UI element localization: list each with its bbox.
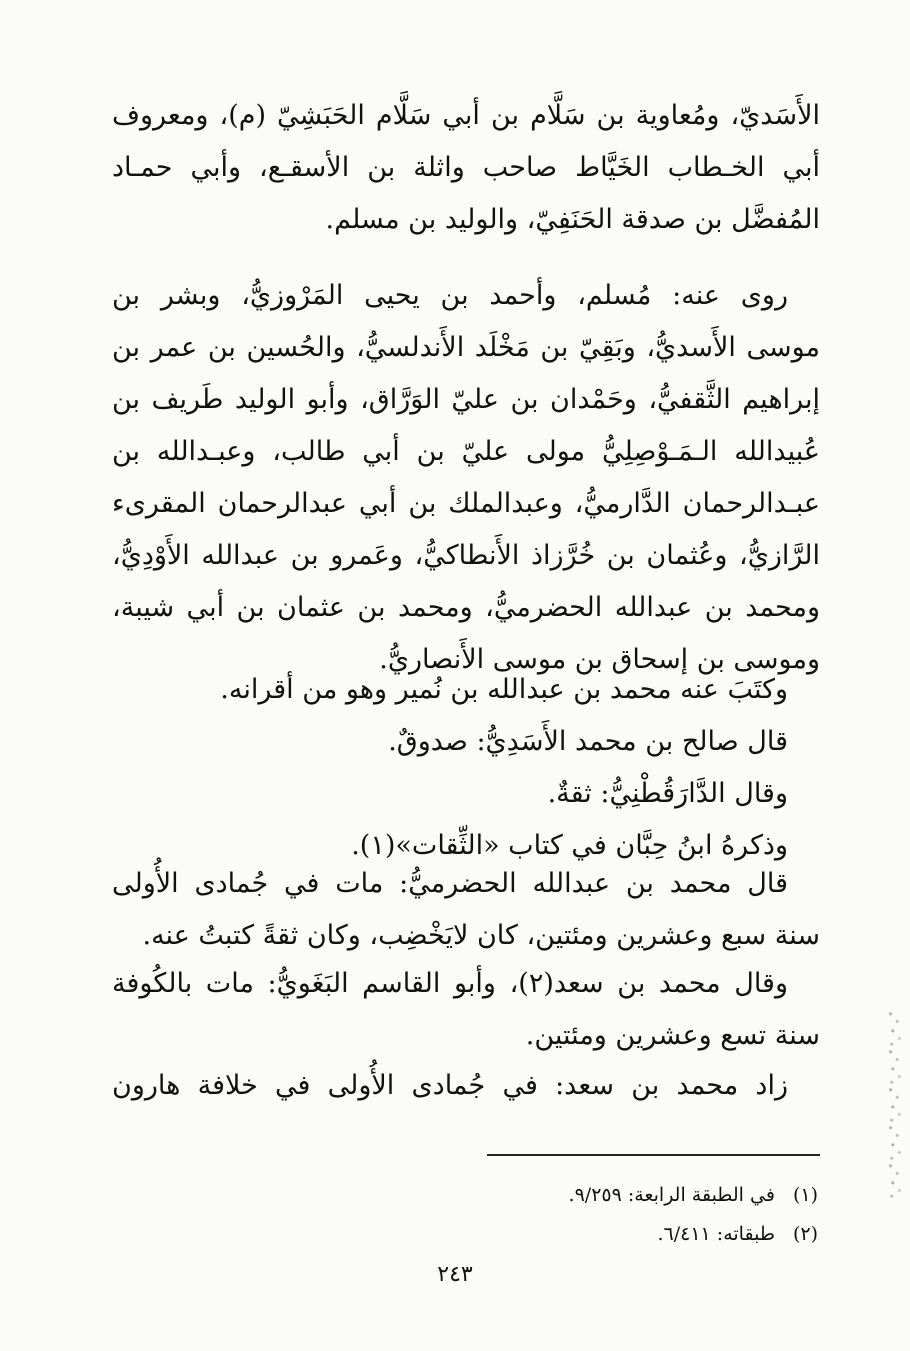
text-line: ومحمد بن عبدالله الحضرميُّ، ومحمد بن عثمان بن أبي شيبة، — [112, 592, 820, 623]
footnote-number: (١) — [792, 1184, 818, 1206]
text-line: أبي الخـطاب الخَيَّاط صاحب واثلة بن الأسقـع، وأبي حمـاد — [112, 152, 820, 183]
text-line: الأَسَديّ، ومُعاوية بن سَلَّام بن أبي سَلَّام الحَبَشِيّ (م)، ومعروف — [112, 100, 820, 131]
footnote-1 — [569, 1180, 818, 1210]
paragraph-death-1 — [112, 858, 820, 962]
text-line: عبـدالرحمان الدَّارميُّ، وعبدالملك بن أبي عبدالرحمان المقرىء — [112, 488, 820, 519]
paragraph-addition — [112, 1060, 820, 1112]
scan-artifact — [884, 1010, 906, 1200]
text-line: الرَّازيُّ، وعُثمان بن خُرَّزاذ الأَنطاكيُّ، وعَمرو بن عبدالله الأَوْدِيُّ، — [112, 540, 820, 571]
footnote-text: طبقاته: ٦/٤١١. — [657, 1223, 775, 1245]
text-line: قال صالح بن محمد الأَسَدِيُّ: صدوقٌ. — [388, 726, 788, 757]
text-line: وذكرهُ ابنُ حِبَّان في كتاب «الثِّقات»(١). — [351, 830, 788, 861]
text-line: سنة سبع وعشرين ومئتين، كان لايَخْضِب، وكان ثقةً كتبتُ عنه. — [142, 920, 820, 951]
footnote-text: في الطبقة الرابعة: ٩/٢٥٩. — [568, 1184, 775, 1206]
text-line: وكتَبَ عنه محمد بن عبدالله بن نُمير وهو من أقرانه. — [220, 674, 788, 705]
text-line: المُفضَّل بن صدقة الحَنَفِيّ، والوليد بن مسلم. — [325, 204, 820, 235]
footnote-separator — [487, 1154, 820, 1156]
footnote-2 — [657, 1219, 818, 1249]
text-line: موسى الأَسديُّ، وبَقِيّ بن مَخْلَد الأَندلسيُّ، والحُسين بن عمر بن — [112, 332, 820, 363]
page-number: ٢٤٣ — [437, 1262, 473, 1287]
text-line: وقال الدَّارَقُطْنِيُّ: ثقةٌ. — [547, 778, 788, 809]
paragraph-1 — [112, 90, 820, 246]
text-line: عُبيدالله الـمَـوْصِلِيُّ مولى عليّ بن أبي طالب، وعبـدالله بن — [112, 436, 820, 467]
paragraph-opinions — [112, 664, 820, 872]
text-line: سنة تسع وعشرين ومئتين. — [525, 1020, 820, 1051]
text-line: روى عنه: مُسلم، وأحمد بن يحيى المَرْوزيُّ، وبشر بن — [112, 280, 788, 311]
paragraph-narrators — [112, 270, 820, 686]
text-line: قال محمد بن عبدالله الحضرميُّ: مات في جُمادى الأُولى — [112, 868, 788, 899]
footnote-number: (٢) — [792, 1223, 818, 1245]
text-line: إبراهيم الثَّقفيُّ، وحَمْدان بن عليّ الوَرَّاق، وأبو الوليد طَريف بن — [112, 384, 820, 415]
text-line: وقال محمد بن سعد(٢)، وأبو القاسم البَغَويُّ: مات بالكُوفة — [112, 968, 788, 999]
text-line: زاد محمد بن سعد: في جُمادى الأُولى في خلافة هارون — [112, 1070, 788, 1101]
text-line: وموسى بن إسحاق بن موسى الأَنصاريُّ. — [379, 644, 820, 675]
paragraph-death-2 — [112, 958, 820, 1062]
